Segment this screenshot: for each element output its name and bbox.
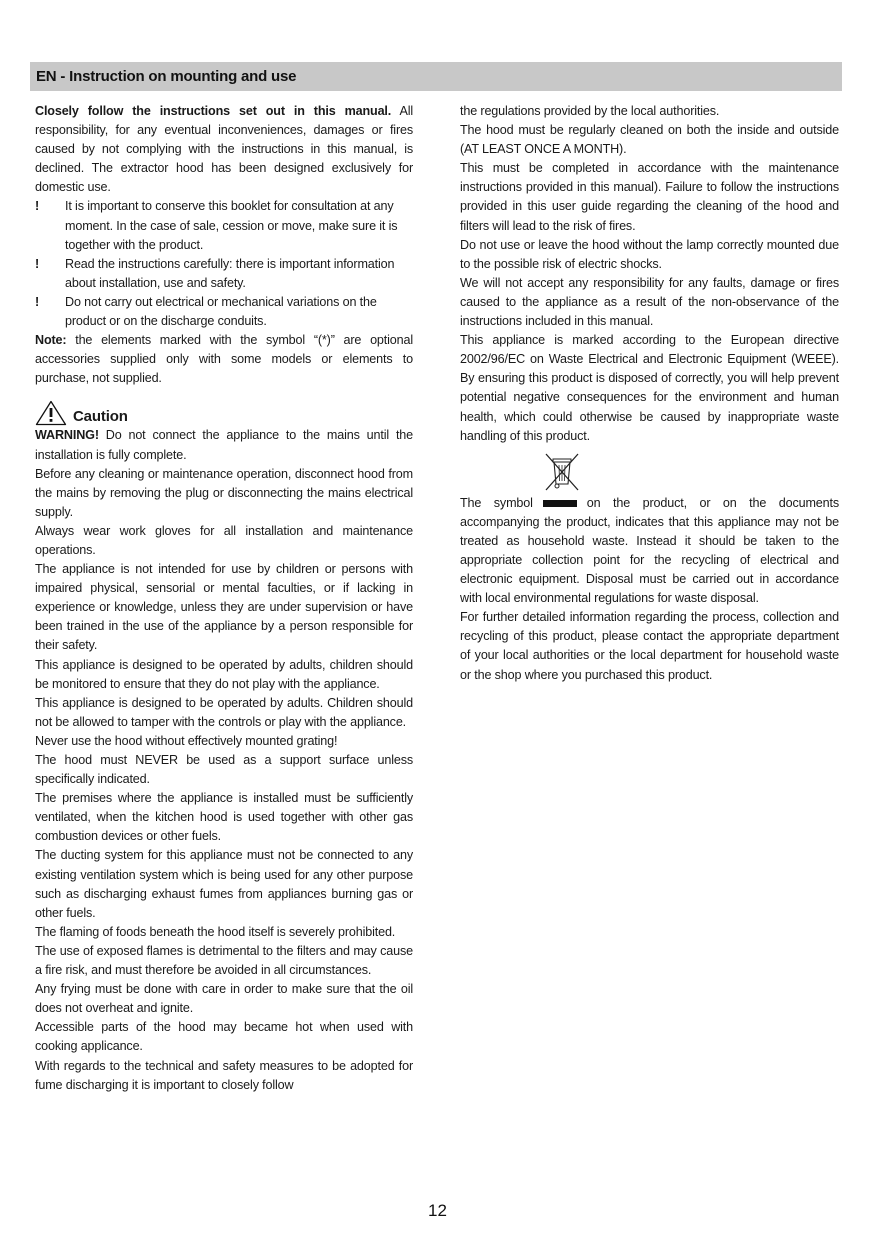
bullet-text: Do not carry out electrical or mechanical variations on the product or on the discharge conduits. xyxy=(65,294,377,329)
paragraph: Do not use or leave the hood without the lamp correctly mounted due to the possible risk of electric shocks. xyxy=(460,237,839,271)
symbol-text-after: on the product, or on the documents accompanying the product, indicates that this appliance may not be treated as household waste. Instead it should be taken to the appropriate collection point for the recycling of electrical and electronic equipment. Disposal must be carried out in accordance with local environmental regulations for waste disposal. xyxy=(460,495,839,606)
symbol-text-before: The symbol xyxy=(460,495,533,510)
warning-label: WARNING! xyxy=(35,428,99,443)
section-header xyxy=(30,62,842,91)
intro-paragraph xyxy=(35,102,413,197)
paragraph: Before any cleaning or maintenance operation, disconnect hood from the mains by removing the plug or disconnecting the mains electrical supply. xyxy=(35,466,413,519)
bullet-text: Read the instructions carefully: there is important information about installation, use and safety. xyxy=(65,256,395,290)
page-number: 12 xyxy=(428,1201,447,1220)
paragraph: The flaming of foods beneath the hood itself is severely prohibited. xyxy=(35,924,396,939)
paragraph: We will not accept any responsibility for any faults, damage or fires caused to the appliance as a result of the non-observance of the instructions included in this manual. xyxy=(460,275,839,329)
paragraph: Any frying must be done with care in order to make sure that the oil does not overheat and ignite. xyxy=(35,982,413,1016)
paragraph: Accessible parts of the hood may became hot when used with cooking applicance. xyxy=(35,1020,413,1054)
paragraph: With regards to the technical and safety measures to be adopted for fume discharging it is important to closely follow xyxy=(35,1058,413,1092)
note-text: the elements marked with the symbol “(*)” are optional accessories supplied only with some models or elements to purchase, not supplied. xyxy=(35,333,413,386)
bullet-text: It is important to conserve this booklet for consultation at any moment. In the case of sale, cession or move, make sure it is together with the product. xyxy=(65,199,398,252)
right-column xyxy=(460,102,839,685)
paragraph: This appliance is designed to be operated by adults. Children should not be allowed to tamper with the controls or play with the appliance. xyxy=(35,695,413,729)
paragraph: The ducting system for this appliance must not be connected to any existing ventilation system which is being used for any other purpose such as discharging exhaust fumes from appliances burning gas or other fuels. xyxy=(35,848,413,920)
exclamation-mark: ! xyxy=(35,294,40,309)
bullet-item xyxy=(35,293,413,331)
paragraph: Never use the hood without effectively mounted grating! xyxy=(35,733,338,748)
warning-triangle-icon xyxy=(35,400,67,426)
paragraph: This must be completed in accordance with the maintenance instructions provided in this manual). Failure to follow the instructions provided in this user guide regarding the cleaning of the hood and filters will lead to the risk of fires. xyxy=(460,161,839,233)
note-label: Note: xyxy=(35,333,67,348)
paragraph: This appliance is designed to be operated by adults, children should be monitored to ensure that they do not play with the appliance. xyxy=(35,657,413,691)
paragraph: The appliance is not intended for use by children or persons with impaired physical, sensorial or mental faculties, or if lacking in experience or knowledge, unless they are under supervision or have been trained in the use of the appliance by a person responsible for their safety. xyxy=(35,562,413,653)
weee-paragraph: This appliance is marked according to the European directive 2002/96/EC on Waste Electrical and Electronic Equipment (WEEE). By ensuring this product is disposed of correctly, you will help prevent potential negative consequences for the environment and human health, which could otherwise be caused by inappropriate waste handling of this product. xyxy=(460,333,839,443)
paragraph: The use of exposed flames is detrimental to the filters and may cause a fire risk, and must therefore be avoided in all circumstances. xyxy=(35,943,413,978)
bullet-item xyxy=(35,255,413,293)
intro-text: All responsibility, for any eventual inconveniences, damages or fires caused by not complying with the instructions in this manual, is declined. The extractor hood has been designed exclusively for domestic use. xyxy=(35,104,414,195)
paragraph: Always wear work gloves for all installation and maintenance operations. xyxy=(35,523,413,557)
exclamation-mark: ! xyxy=(35,199,40,214)
intro-bold: Closely follow the instructions set out in this manual. xyxy=(35,104,392,118)
caution-heading xyxy=(35,400,413,426)
paragraph: the regulations provided by the local authorities. xyxy=(460,104,720,118)
section-title: EN - Instruction on mounting and use xyxy=(36,68,297,85)
paragraph: The hood must be regularly cleaned on both the inside and outside (AT LEAST ONCE A MONTH). xyxy=(460,123,839,157)
weee-symbol xyxy=(460,452,839,494)
bullet-item xyxy=(35,197,413,254)
warning-text: Do not connect the appliance to the mains until the installation is fully complete. xyxy=(35,428,413,462)
warning-paragraph xyxy=(35,426,413,464)
note-paragraph xyxy=(35,331,413,388)
caution-title: Caution xyxy=(73,408,128,426)
left-column xyxy=(35,102,413,1095)
paragraph: The hood must NEVER be used as a support surface unless specifically indicated. xyxy=(35,753,413,787)
final-paragraph: For further detailed information regarding the process, collection and recycling of this product, please contact the appropriate department of your local authorities or the local department for household waste or the shop where you purchased this product. xyxy=(460,610,839,682)
symbol-paragraph xyxy=(460,494,839,609)
exclamation-mark: ! xyxy=(35,256,40,271)
crossed-out-bin-icon xyxy=(542,452,582,492)
paragraph: The premises where the appliance is installed must be sufficiently ventilated, when the kitchen hood is used together with other gas combustion devices or other fuels. xyxy=(35,791,413,844)
black-bar-icon xyxy=(543,500,577,507)
